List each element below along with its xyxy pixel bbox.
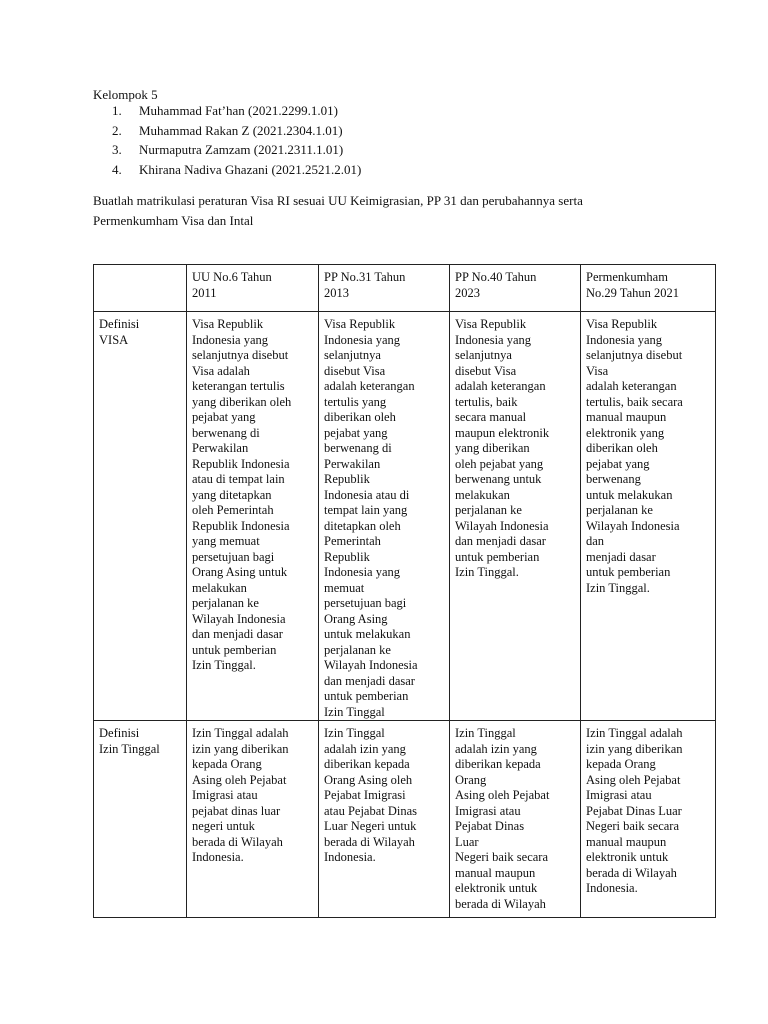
member-item (112, 121, 361, 141)
member-list (112, 101, 361, 179)
member-number: 3. (112, 142, 122, 157)
header-cell-pp-31-2013: PP No.31 Tahun 2013 (319, 265, 450, 312)
member-name: Muhammad Rakan Z (2021.2304.1.01) (139, 122, 343, 138)
member-number: 2. (112, 122, 122, 138)
member-name: Nurmaputra Zamzam (2021.2311.1.01) (139, 142, 344, 157)
header-cell-permenkumham-29-2021: Permenkumham No.29 Tahun 2021 (581, 265, 716, 312)
table-cell: Visa Republik Indonesia yang selanjutnya disebut Visa adalah keterangan tertulis, baik secara manual maupun elektronik yang diberikan oleh pejabat yang berwenang untuk melakukan perjalanan ke Wilayah Indonesia dan menjadi dasar untuk pemberian Izin Tinggal. (450, 312, 581, 721)
table-cell: Izin Tinggal adalah izin yang diberikan kepada Orang Asing oleh Pejabat Imigrasi atau Pejabat Dinas Luar Negeri untuk berada di Wilayah Indonesia. (319, 721, 450, 918)
table-cell: Visa Republik Indonesia yang selanjutnya disebut Visa adalah keterangan tertulis yang diberikan oleh pejabat yang berwenang di Perwakilan Republik Indonesia atau di tempat lain yang ditetapkan oleh Pemerintah Republik Indonesia yang memuat persetujuan bagi Orang Asing untuk melakukan perjalanan ke Wilayah Indonesia dan menjadi dasar untuk pemberian Izin Tinggal (319, 312, 450, 721)
table-cell: Izin Tinggal adalah izin yang diberikan kepada Orang Asing oleh Pejabat Imigrasi atau Pejabat Dinas Luar Negeri baik secara manual maupun elektronik untuk berada di Wilayah Indonesia. (581, 721, 716, 918)
member-name: Khirana Nadiva Ghazani (2021.2521.2.01) (139, 161, 362, 177)
member-item (112, 101, 361, 121)
header-cell-pp-40-2023: PP No.40 Tahun 2023 (450, 265, 581, 312)
table-header-row (94, 265, 716, 312)
table-row (94, 721, 716, 918)
regulation-matrix-table (93, 264, 716, 918)
instruction-text: Buatlah matrikulasi peraturan Visa RI sesuai UU Keimigrasian, PP 31 dan perubahannya serta Permenkumham Visa dan Intal (93, 193, 583, 228)
table-cell: Visa Republik Indonesia yang selanjutnya disebut Visa adalah keterangan tertulis yang diberikan oleh pejabat yang berwenang di Perwakilan Republik Indonesia atau di tempat lain yang ditetapkan oleh Pemerintah Republik Indonesia yang memuat persetujuan bagi Orang Asing untuk melakukan perjalanan ke Wilayah Indonesia dan menjadi dasar untuk pemberian Izin Tinggal. (187, 312, 319, 721)
header-cell-uu-6-2011: UU No.6 Tahun 2011 (187, 265, 319, 312)
row-label-definisi-izin-tinggal: Definisi Izin Tinggal (94, 721, 187, 918)
table-row (94, 312, 716, 721)
header-cell-empty (94, 265, 187, 312)
member-number: 4. (112, 161, 122, 177)
group-title: Kelompok 5 (93, 87, 158, 102)
member-number: 1. (112, 103, 122, 118)
table-cell: Izin Tinggal adalah izin yang diberikan kepada Orang Asing oleh Pejabat Imigrasi atau pejabat dinas luar negeri untuk berada di Wilayah Indonesia. (187, 721, 319, 918)
row-label-definisi-visa: Definisi VISA (94, 312, 187, 721)
table-cell: Izin Tinggal adalah izin yang diberikan kepada Orang Asing oleh Pejabat Imigrasi atau Pejabat Dinas Luar Negeri baik secara manual maupun elektronik untuk berada di Wilayah (450, 721, 581, 918)
member-item (112, 160, 361, 180)
member-item (112, 140, 361, 160)
member-name: Muhammad Fat’han (2021.2299.1.01) (139, 103, 338, 118)
table-cell: Visa Republik Indonesia yang selanjutnya disebut Visa adalah keterangan tertulis, baik secara manual maupun elektronik yang diberikan oleh pejabat yang berwenang untuk melakukan perjalanan ke Wilayah Indonesia dan menjadi dasar untuk pemberian Izin Tinggal. (581, 312, 716, 721)
